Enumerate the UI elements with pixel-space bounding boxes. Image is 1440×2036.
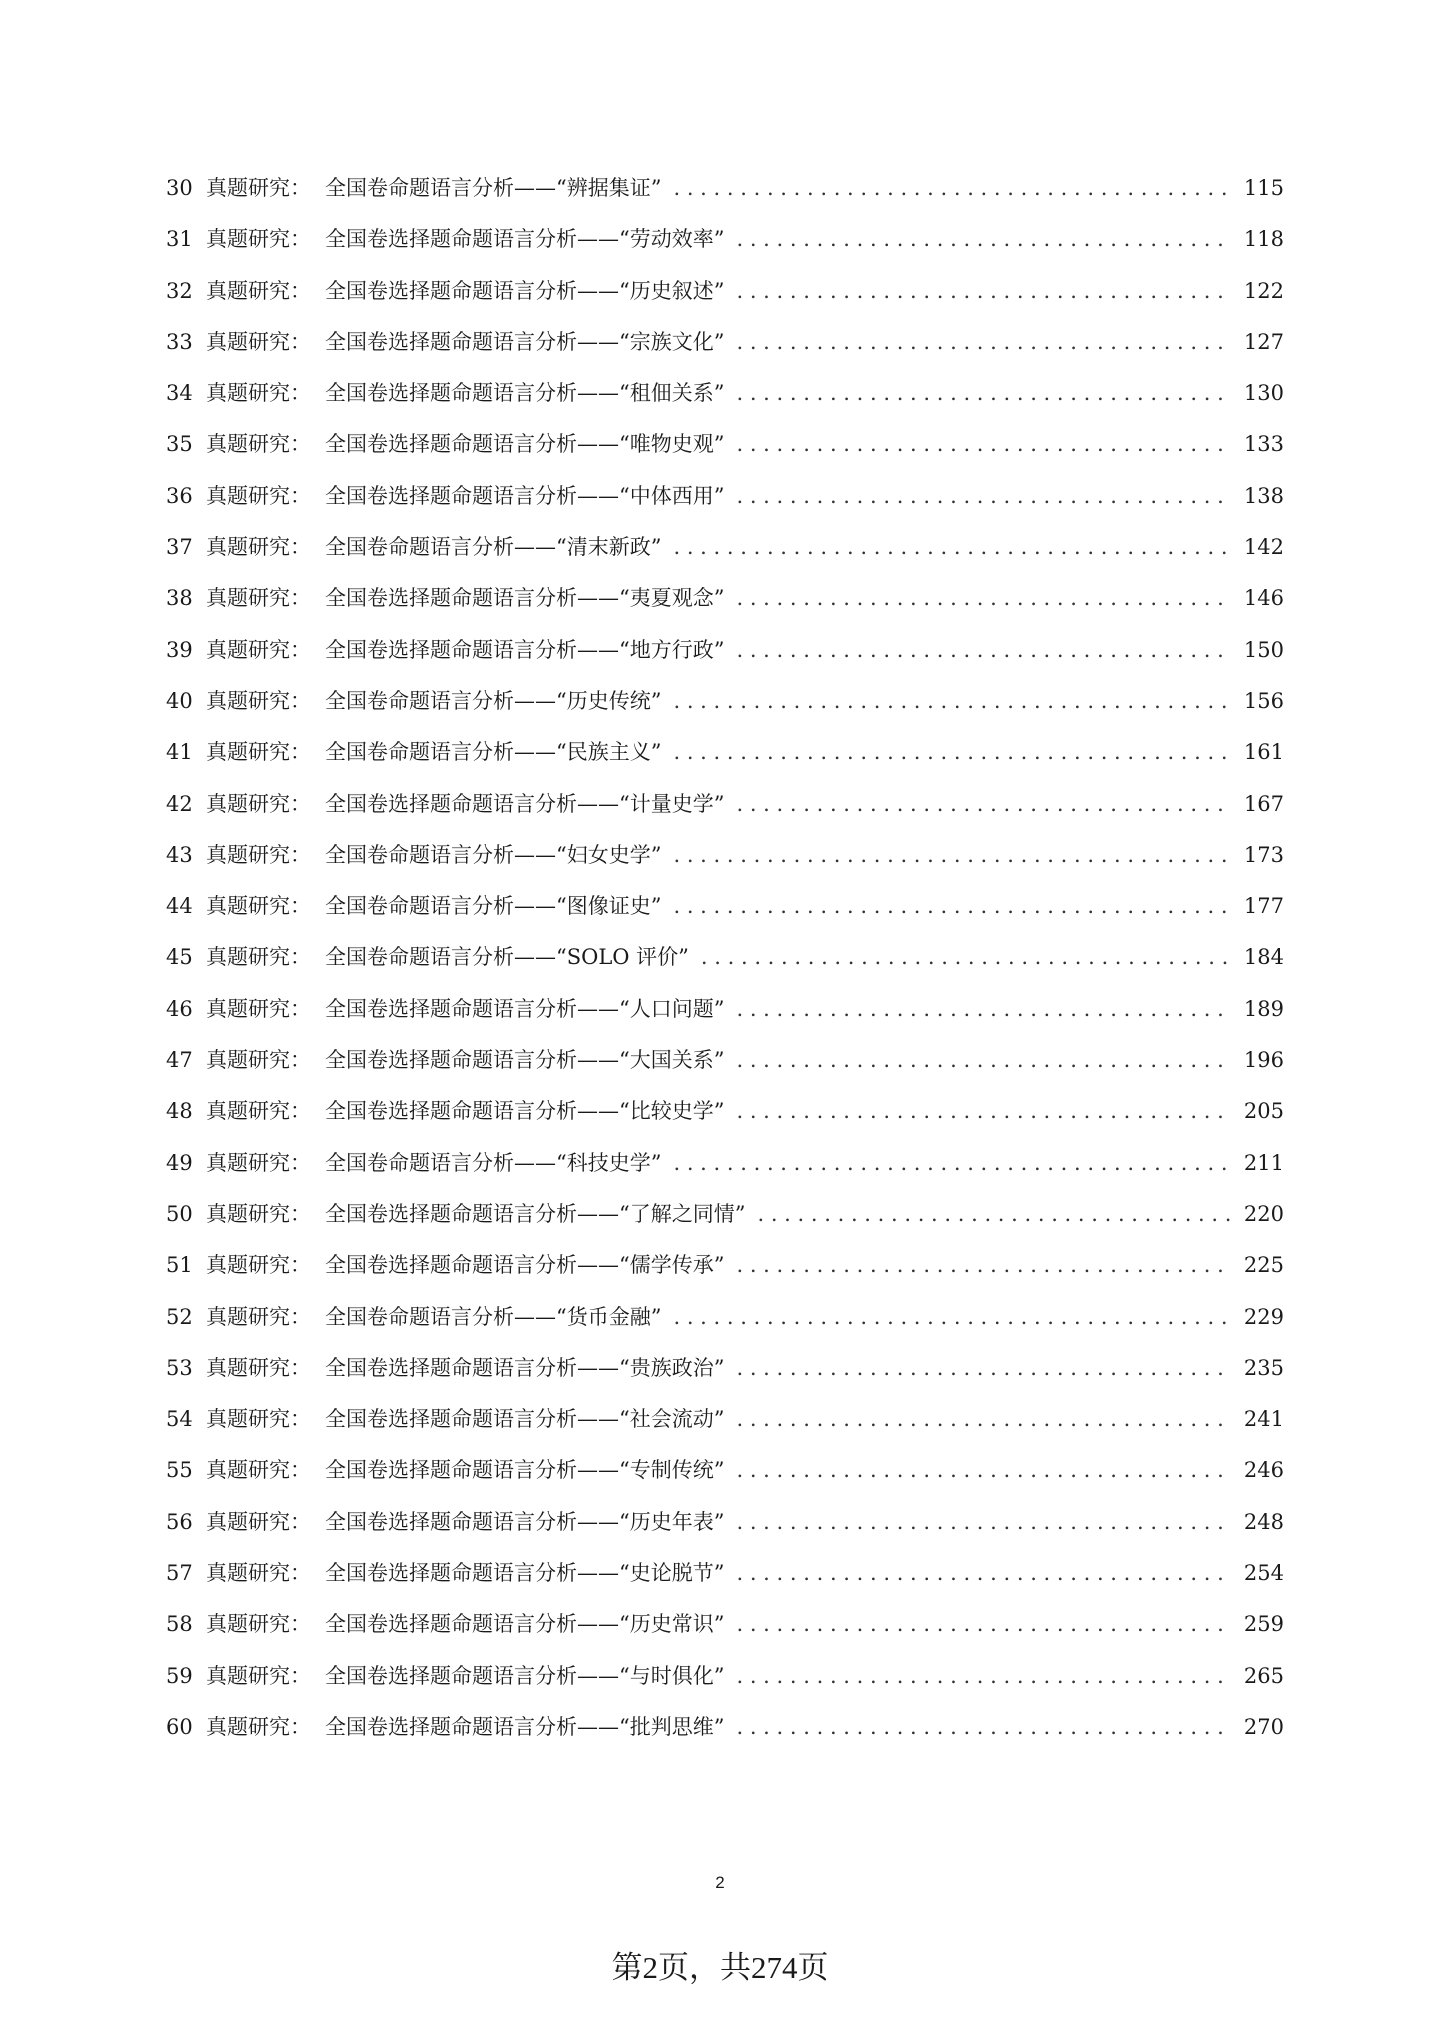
toc-entry-label: 真题研究： [206,688,311,713]
toc-entry-label: 真题研究： [206,1253,311,1278]
toc-entry-page: 161 [1243,740,1284,765]
toc-entry[interactable] [166,275,1284,326]
toc-entry-page: 142 [1243,535,1284,560]
toc-dot-leader [736,586,1230,610]
toc-entry-title: 全国卷选择题命题语言分析——“历史年表” [325,1509,725,1534]
toc-dot-leader [673,689,1230,713]
toc-entry-label: 真题研究： [206,381,311,406]
toc-dot-leader [736,330,1230,354]
toc-entry-page: 133 [1243,432,1284,457]
toc-entry-page: 270 [1243,1714,1284,1739]
toc-entry[interactable] [166,480,1284,531]
toc-entry-number: 60 [166,1714,193,1739]
toc-entry-label: 真题研究： [206,637,311,662]
toc-entry-title: 全国卷选择题命题语言分析——“计量史学” [325,791,725,816]
toc-entry-page: 177 [1243,894,1284,919]
toc-entry-title: 全国卷选择题命题语言分析——“劳动效率” [325,227,725,252]
toc-entry-page: 220 [1243,1201,1284,1226]
toc-entry-number: 32 [166,278,193,303]
toc-entry-page: 156 [1243,688,1284,713]
toc-entry[interactable] [166,1660,1284,1711]
toc-dot-leader [736,792,1230,816]
toc-entry-label: 真题研究： [206,894,311,919]
toc-entry-page: 254 [1243,1561,1284,1586]
toc-entry-number: 52 [166,1304,193,1329]
toc-entry[interactable] [166,1454,1284,1505]
toc-entry-label: 真题研究： [206,176,311,200]
toc-entry[interactable] [166,1044,1284,1095]
toc-dot-leader [673,535,1230,559]
toc-dot-leader [701,945,1230,969]
toc-entry-page: 211 [1243,1150,1284,1175]
toc-dot-leader [736,1099,1230,1123]
toc-entry-label: 真题研究： [206,586,311,611]
toc-entry[interactable] [166,1147,1284,1198]
toc-entry-label: 真题研究： [206,1663,311,1688]
toc-entry-title: 全国卷选择题命题语言分析——“唯物史观” [325,432,725,457]
toc-entry-page: 189 [1243,996,1284,1021]
toc-entry-number: 39 [166,637,193,662]
toc-entry-number: 33 [166,329,193,354]
toc-dot-leader [673,894,1230,918]
toc-entry-label: 真题研究： [206,483,311,508]
toc-entry[interactable] [166,223,1284,274]
toc-entry-label: 真题研究： [206,278,311,303]
toc-entry-label: 真题研究： [206,1714,311,1739]
toc-entry[interactable] [166,736,1284,787]
toc-entry-label: 真题研究： [206,1458,311,1483]
toc-entry-label: 真题研究： [206,791,311,816]
toc-entry[interactable] [166,890,1284,941]
toc-dot-leader [736,1407,1230,1431]
toc-entry-title: 全国卷选择题命题语言分析——“批判思维” [325,1714,725,1739]
toc-entry-page: 246 [1243,1458,1284,1483]
toc-entry-title: 全国卷选择题命题语言分析——“大国关系” [325,1048,725,1073]
toc-dot-leader [673,740,1230,764]
toc-entry-number: 40 [166,688,193,713]
toc-dot-leader [673,176,1230,200]
toc-entry-number: 48 [166,1099,193,1124]
toc-entry-title: 全国卷命题语言分析——“科技史学” [325,1150,662,1175]
toc-dot-leader [736,432,1230,456]
page-number: 2 [715,1873,725,1892]
toc-entry-number: 50 [166,1201,193,1226]
toc-entry[interactable] [166,1095,1284,1146]
toc-entry-page: 248 [1243,1509,1284,1534]
toc-entry-title: 全国卷选择题命题语言分析——“宗族文化” [325,329,725,354]
toc-entry-page: 235 [1243,1355,1284,1380]
toc-entry-page: 115 [1243,176,1284,200]
toc-entry-title: 全国卷选择题命题语言分析——“夷夏观念” [325,586,725,611]
toc-entry-page: 259 [1243,1612,1284,1637]
toc-entry-title: 全国卷命题语言分析——“清末新政” [325,535,662,560]
toc-entry-page: 130 [1243,381,1284,406]
toc-entry-number: 45 [166,945,193,970]
toc-entry[interactable] [166,1506,1284,1557]
toc-entry-title: 全国卷选择题命题语言分析——“中体西用” [325,483,725,508]
toc-entry-title: 全国卷选择题命题语言分析——“与时俱化” [325,1663,725,1688]
toc-entry[interactable] [166,326,1284,377]
toc-entry-number: 37 [166,535,193,560]
toc-entry-label: 真题研究： [206,1304,311,1329]
toc-entry-page: 265 [1243,1663,1284,1688]
toc-entry-label: 真题研究： [206,1150,311,1175]
toc-entry-page: 127 [1243,329,1284,354]
toc-entry-title: 全国卷命题语言分析——“货币金融” [325,1304,662,1329]
toc-entry[interactable] [166,839,1284,890]
toc-entry-label: 真题研究： [206,329,311,354]
toc-entry[interactable] [166,172,1284,223]
toc-entry[interactable] [166,1608,1284,1659]
toc-entry-title: 全国卷命题语言分析——“妇女史学” [325,842,662,867]
toc-entry-title: 全国卷选择题命题语言分析——“地方行政” [325,637,725,662]
toc-entry[interactable] [166,941,1284,992]
toc-entry-number: 53 [166,1355,193,1380]
toc-entry-title: 全国卷选择题命题语言分析——“租佃关系” [325,381,725,406]
toc-dot-leader [736,279,1230,303]
toc-entry-page: 229 [1243,1304,1284,1329]
toc-dot-leader [736,1715,1230,1739]
toc-dot-leader [736,1253,1230,1277]
toc-entry-title: 全国卷选择题命题语言分析——“历史叙述” [325,278,725,303]
toc-entry-page: 138 [1243,483,1284,508]
toc-entry-number: 31 [166,227,193,252]
toc-dot-leader [736,997,1230,1021]
toc-dot-leader [673,1305,1230,1329]
toc-entry-number: 30 [166,176,193,200]
toc-entry-page: 173 [1243,842,1284,867]
toc-dot-leader [736,638,1230,662]
toc-entry-title: 全国卷选择题命题语言分析——“专制传统” [325,1458,725,1483]
toc-entry[interactable] [166,531,1284,582]
toc-entry-label: 真题研究： [206,1355,311,1380]
toc-entry-page: 196 [1243,1048,1284,1073]
toc-entry-page: 205 [1243,1099,1284,1124]
toc-entry-number: 51 [166,1253,193,1278]
toc-entry-page: 184 [1243,945,1284,970]
toc-dot-leader [736,227,1230,251]
toc-entry-page: 225 [1243,1253,1284,1278]
toc-entry[interactable] [166,1198,1284,1249]
toc-entry[interactable] [166,377,1284,428]
toc-entry-label: 真题研究： [206,1561,311,1586]
toc-dot-leader [736,1612,1230,1636]
toc-entry-number: 58 [166,1612,193,1637]
toc-entry[interactable] [166,1301,1284,1352]
toc-entry-number: 56 [166,1509,193,1534]
toc-entry-label: 真题研究： [206,1509,311,1534]
toc-entry-number: 47 [166,1048,193,1073]
toc-dot-leader [736,1510,1230,1534]
toc-entry-label: 真题研究： [206,740,311,765]
toc-entry-number: 42 [166,791,193,816]
toc-entry-number: 49 [166,1150,193,1175]
toc-entry[interactable] [166,788,1284,839]
toc-entry-number: 38 [166,586,193,611]
toc-entry-number: 43 [166,842,193,867]
toc-entry-page: 167 [1243,791,1284,816]
toc-entry-page: 146 [1243,586,1284,611]
toc-entry-title: 全国卷命题语言分析——“民族主义” [325,740,662,765]
toc-entry[interactable] [166,428,1284,479]
toc-entry-page: 150 [1243,637,1284,662]
table-of-contents [166,172,1284,1762]
toc-entry-title: 全国卷命题语言分析——“辨据集证” [325,176,662,200]
page-footer: 第2页，共274页 [611,1950,829,1985]
toc-entry-number: 57 [166,1561,193,1586]
toc-entry-label: 真题研究： [206,1201,311,1226]
toc-entry[interactable] [166,993,1284,1044]
toc-entry-number: 41 [166,740,193,765]
toc-entry-title: 全国卷选择题命题语言分析——“贵族政治” [325,1355,725,1380]
toc-entry-number: 44 [166,894,193,919]
toc-dot-leader [736,1356,1230,1380]
toc-entry[interactable] [166,634,1284,685]
toc-entry-label: 真题研究： [206,432,311,457]
toc-entry-label: 真题研究： [206,535,311,560]
toc-entry-number: 35 [166,432,193,457]
toc-entry-number: 34 [166,381,193,406]
toc-entry-title: 全国卷选择题命题语言分析——“社会流动” [325,1407,725,1432]
toc-entry-label: 真题研究： [206,842,311,867]
toc-entry-label: 真题研究： [206,227,311,252]
toc-dot-leader [736,381,1230,405]
toc-entry-label: 真题研究： [206,1407,311,1432]
toc-dot-leader [736,1561,1230,1585]
toc-entry-title: 全国卷选择题命题语言分析——“历史常识” [325,1612,725,1637]
toc-dot-leader [673,1151,1230,1175]
toc-entry[interactable] [166,1711,1284,1762]
toc-entry-title: 全国卷命题语言分析——“历史传统” [325,688,662,713]
toc-dot-leader [736,1048,1230,1072]
toc-dot-leader [736,1458,1230,1482]
toc-entry-number: 54 [166,1407,193,1432]
toc-dot-leader [757,1202,1230,1226]
toc-entry-label: 真题研究： [206,945,311,970]
toc-entry[interactable] [166,1403,1284,1454]
toc-entry-title: 全国卷选择题命题语言分析——“了解之同情” [325,1201,746,1226]
toc-entry-title: 全国卷命题语言分析——“图像证史” [325,894,662,919]
toc-entry-page: 241 [1243,1407,1284,1432]
toc-entry[interactable] [166,685,1284,736]
toc-entry[interactable] [166,1249,1284,1300]
toc-entry-label: 真题研究： [206,1048,311,1073]
toc-entry-number: 46 [166,996,193,1021]
toc-entry-title: 全国卷选择题命题语言分析——“人口问题” [325,996,725,1021]
toc-entry-title: 全国卷选择题命题语言分析——“比较史学” [325,1099,725,1124]
toc-entry-label: 真题研究： [206,1612,311,1637]
toc-entry-page: 118 [1243,227,1284,252]
toc-dot-leader [736,1664,1230,1688]
toc-entry-number: 36 [166,483,193,508]
toc-entry-label: 真题研究： [206,1099,311,1124]
toc-entry[interactable] [166,1557,1284,1608]
toc-entry[interactable] [166,1352,1284,1403]
toc-entry-number: 59 [166,1663,193,1688]
toc-dot-leader [673,843,1230,867]
toc-entry-title: 全国卷命题语言分析——“SOLO 评价” [325,945,689,970]
toc-entry-page: 122 [1243,278,1284,303]
toc-entry-title: 全国卷选择题命题语言分析——“儒学传承” [325,1253,725,1278]
toc-entry-title: 全国卷选择题命题语言分析——“史论脱节” [325,1561,725,1586]
toc-dot-leader [736,484,1230,508]
toc-entry[interactable] [166,582,1284,633]
toc-entry-label: 真题研究： [206,996,311,1021]
toc-entry-number: 55 [166,1458,193,1483]
